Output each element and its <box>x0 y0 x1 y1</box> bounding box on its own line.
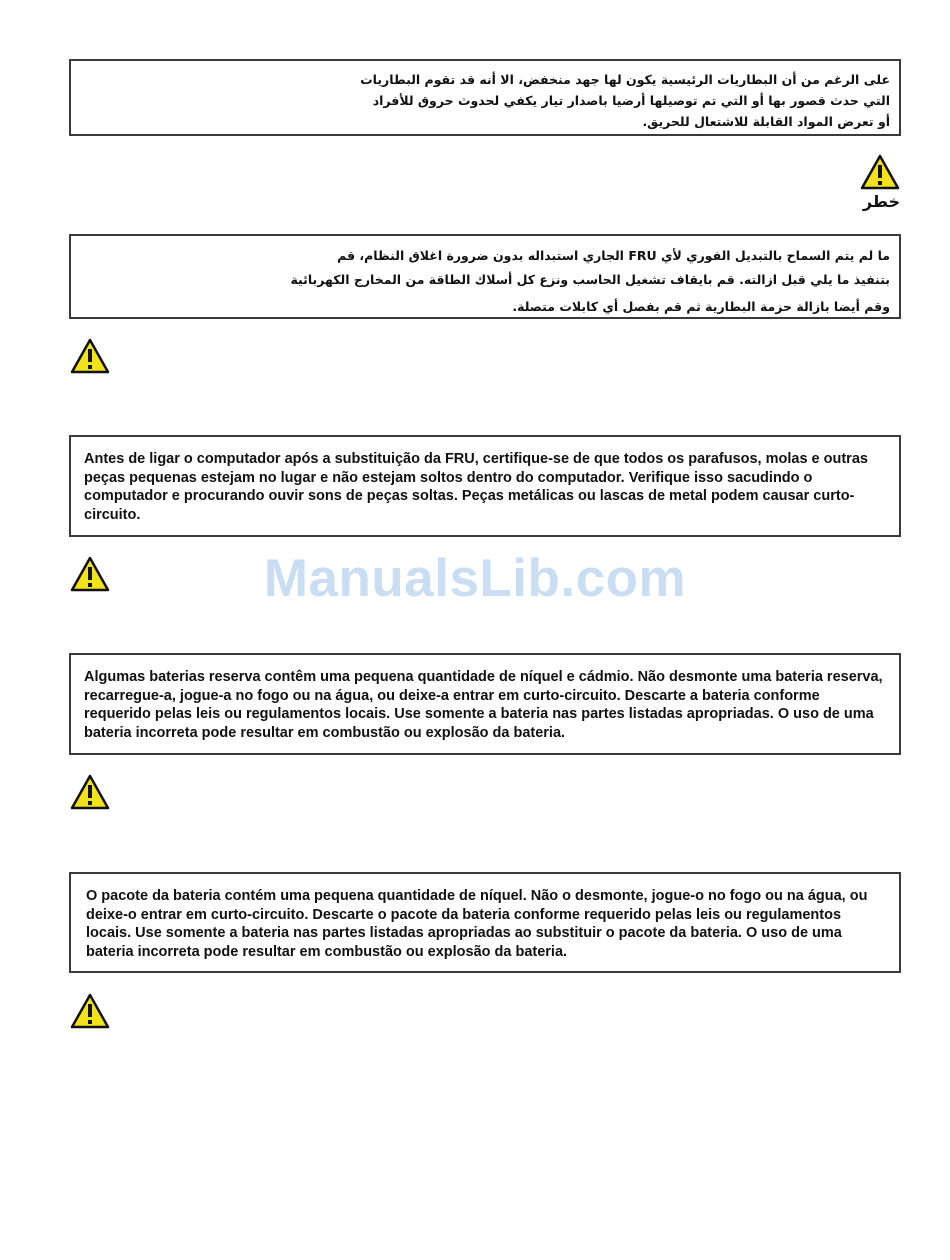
arabic-warning-box-1 <box>69 59 901 136</box>
arabic-line: أو تعرض المواد القابلة للاشتعال للحريق. <box>642 114 890 129</box>
caution-box-fru <box>69 435 901 537</box>
warning-triangle-icon <box>70 774 110 810</box>
caution-box-battery-pack <box>69 872 901 973</box>
warning-triangle-icon <box>70 338 110 374</box>
danger-label: خطر <box>862 192 900 211</box>
warning-triangle-icon <box>70 993 110 1029</box>
arabic-line: بتنفيذ ما يلي قبل ازالته. قم بايقاف تشغيل الحاسب ونزع كل أسلاك الطاقة من المخارج الكهربائية <box>290 272 890 287</box>
arabic-warning-box-2 <box>69 234 901 319</box>
caution-text: Algumas baterias reserva contêm uma pequena quantidade de níquel e cádmio. Não desmonte uma bateria reserva, recarregue-a, jogue-a no fogo ou na água, ou deixe-a entrar em curto-circuito. Descarte a bateria conforme requerido pelas leis ou regulamentos locais. Use somente a bateria nas partes listadas apropriadas. O uso de uma bateria incorreta pode resultar em combustão ou explosão da bateria. <box>84 669 883 741</box>
arabic-line: ما لم يتم السماح بالتبديل الفوري لأي FRU الجاري استبداله بدون ضرورة اغلاق النظام، قم <box>337 248 890 263</box>
caution-text: Antes de ligar o computador após a substituição da FRU, certifique-se de que todos os parafusos, molas e outras peças pequenas estejam no lugar e não estejam soltos dentro do computador. Verifique isso sacudindo o computador e procurando ouvir sons de peças soltas. Peças metálicas ou lascas de metal podem causar curto-circuito. <box>84 451 868 523</box>
warning-triangle-icon <box>860 154 900 190</box>
arabic-line: وقم أيضا بازالة حزمة البطارية ثم قم بفصل أي كابلات متصلة. <box>512 299 890 314</box>
caution-box-reserve-battery <box>69 653 901 755</box>
caution-text: O pacote da bateria contém uma pequena quantidade de níquel. Não o desmonte, jogue-o no fogo ou na água, ou deixe-o entrar em curto-circuito. Descarte o pacote da bateria conforme requerido pelas leis ou regulamentos locais. Use somente a bateria nas partes listadas apropriadas ao substituir o pacote da bateria. O uso de uma bateria incorreta pode resultar em combustão ou explosão da bateria. <box>86 888 868 960</box>
arabic-line: على الرغم من أن البطاريات الرئيسية يكون لها جهد منخفض، الا أنه قد تقوم البطاريات <box>360 72 890 87</box>
watermark: ManualsLib.com <box>263 549 687 608</box>
arabic-line: التي حدث قصور بها أو التي تم توصيلها أرضيا باصدار تيار يكفي لحدوث حروق للأفراد <box>372 93 890 108</box>
